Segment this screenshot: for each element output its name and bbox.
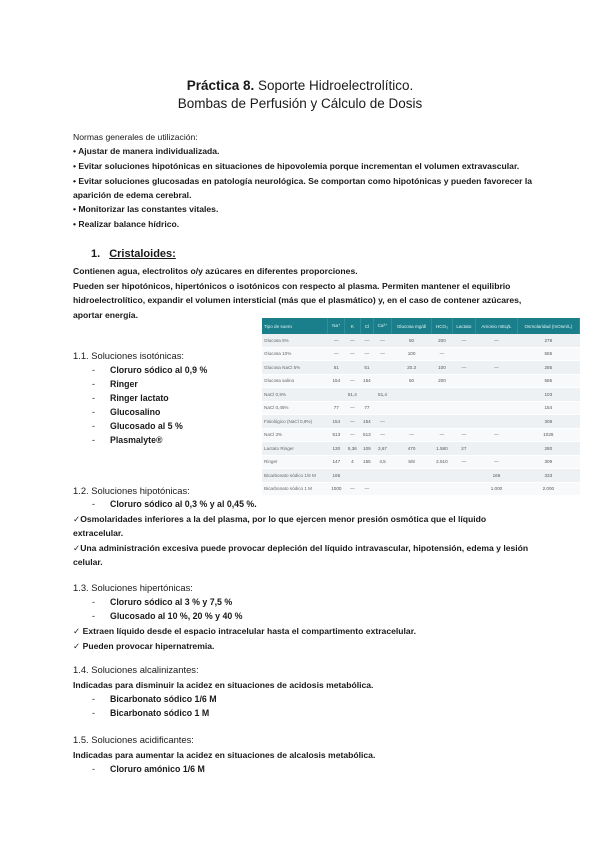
table-cell: — [374,415,392,429]
table-cell [345,361,360,375]
table-cell: — [345,374,360,388]
table-cell: 100 [432,361,452,375]
table-cell: 200 [432,334,452,347]
table-cell [391,388,432,402]
table-cell: NaCl 3% [262,428,328,442]
page-title [0,78,600,93]
table-cell [391,482,432,496]
table-cell: Glucosa 10% [262,347,328,361]
table-cell: 585 [517,374,579,388]
s14-line: Indicadas para disminuir la acidez en situaciones de acidosis metabólica. [73,680,374,690]
section1-line: Contienen agua, electrolitos o/y azúcares en diferentes proporciones. [73,266,358,276]
table-cell [345,469,360,483]
table-cell: 154 [328,415,345,429]
table-cell [432,469,452,483]
list-item-text: Glucosado al 10 %, 20 % y 40 % [110,611,243,621]
table-header: Na⁺ [328,318,345,334]
table-cell [476,442,517,456]
table-cell: 51 [328,361,345,375]
table-cell: NaCl 0,45% [262,401,328,415]
list-item-text: Ringer lactato [110,393,169,403]
table-cell: — [328,334,345,347]
table-header: Ca²⁺ [374,318,392,334]
s13-line: ✓ Extraen líquido desde el espacio intracelular hasta el compartimento extracelular. [73,626,416,636]
table-cell: 154 [517,401,579,415]
table-row [262,482,580,496]
table-cell: 77 [360,401,374,415]
s12-line: ✓Una administración excesiva puede provocar depleción del líquido intravascular, hipotensión, edema y lesión [73,543,529,553]
table-cell [391,469,432,483]
section1-line: hidroelectrolítico, expandir el volumen intersticial (más que el plasmático) y, en el caso de contener azúcares, [73,295,522,305]
table-row [262,334,580,347]
table-cell: Bicarbonato sódico 1 M [262,482,328,496]
table-cell: 51,4 [345,388,360,402]
table-cell: 1000 [328,482,345,496]
table-cell: 513 [328,428,345,442]
table-header: Glucosa mg/dl [391,318,432,334]
table-cell [374,361,392,375]
table-cell: 5/8 [391,455,432,469]
table-cell: Ringer [262,455,328,469]
table-cell: 166 [328,469,345,483]
table-cell: 155 [360,455,374,469]
table-cell [360,388,374,402]
list-item: - Ringer [92,379,138,389]
table-cell: 470 [391,442,432,456]
s14-heading: 1.4. Soluciones alcalinizantes: [73,664,199,675]
table-cell: 154 [328,374,345,388]
section-heading-cristaloides [91,248,176,260]
table-header: Osmolaridad (mOsm/L) [517,318,579,334]
table-cell: 280 [517,442,579,456]
list-item: - Glucosado al 5 % [92,421,183,431]
table-row [262,401,580,415]
section-number: 1. [91,248,101,260]
table-cell [432,482,452,496]
table-cell [476,388,517,402]
table-row [262,347,580,361]
s12-line: celular. [73,557,103,567]
table-cell: 27 [452,442,476,456]
table-cell: — [374,428,392,442]
list-item: - Cloruro sódico al 0,9 % [92,365,208,375]
table-cell: 1026 [517,428,579,442]
table-cell: — [432,347,452,361]
normas-line: • Realizar balance hídrico. [73,219,180,229]
s12-line: ✓Osmolaridades inferiores a la del plasma, por lo que ejercen menor presión osmótica que el líquido [73,514,487,524]
table-cell [360,469,374,483]
list-item: - Bicarbonato sódico 1/6 M [92,694,217,704]
list-item-text: Ringer [110,379,138,389]
table-cell: 77 [328,401,345,415]
table-header: Cl [360,318,374,334]
table-cell: Lactato Ringer [262,442,328,456]
table-cell: 130 [328,442,345,456]
table-cell [476,347,517,361]
list-item-text: Plasmalyte® [110,435,163,445]
sueros-table [262,318,580,496]
title-line1: Soporte Hidroelectrolítico. [254,78,414,93]
table-header-row [262,318,580,334]
table-cell: — [328,347,345,361]
table-cell [432,401,452,415]
s13-heading: 1.3. Soluciones hipertónicas: [73,582,193,593]
table-row [262,442,580,456]
table-cell [374,482,392,496]
table-cell: 308 [517,415,579,429]
table-cell: — [452,361,476,375]
list-item-text: Cloruro amónico 1/6 M [110,764,205,774]
table-cell: 4,5 [374,455,392,469]
table-cell [476,374,517,388]
table-cell [476,415,517,429]
list-item: - Cloruro sódico al 0,3 % y al 0,45 %. [92,499,257,509]
s12-line: extracelular. [73,528,124,538]
list-item: - Glucosalino [92,407,161,417]
table-cell [374,374,392,388]
normas-line: • Evitar soluciones hipotónicas en situaciones de hipovolemia porque incrementan el volumen extravascular. [73,161,520,171]
section1-line: aportar energía. [73,310,138,320]
table-cell: — [452,455,476,469]
table-cell: — [345,347,360,361]
table-cell: 2.000 [517,482,579,496]
table-cell [452,482,476,496]
table-cell [374,401,392,415]
table-row [262,388,580,402]
table-cell: 555 [517,347,579,361]
table-cell: — [360,334,374,347]
table-cell: — [452,334,476,347]
table-cell: 285 [517,361,579,375]
table-cell: — [345,415,360,429]
title-practice-number: Práctica 8. [186,78,255,93]
s11-heading: 1.1. Soluciones isotónicas: [73,350,185,361]
table-cell: — [432,428,452,442]
s15-heading: 1.5. Soluciones acidificantes: [73,734,194,745]
table-cell: Glucosa 5% [262,334,328,347]
table-row [262,455,580,469]
table-cell: — [360,347,374,361]
normas-line: • Evitar soluciones glucosadas en patología neurológica. Se comportan como hipotónicas y pueden favorecer la [73,176,533,186]
table-cell: — [476,334,517,347]
table-cell [328,388,345,402]
table-cell: 278 [517,334,579,347]
list-item-text: Glucosado al 5 % [110,421,183,431]
list-item-text: Cloruro sódico al 3 % y 7,5 % [110,597,233,607]
list-item-text: Cloruro sódico al 0,3 % y al 0,45 %. [110,499,257,509]
table-cell: Glucosa salino [262,374,328,388]
table-cell: 4 [345,455,360,469]
table-cell [452,469,476,483]
table-header: K [345,318,360,334]
table-header: Tipo de suero [262,318,328,334]
table-header: Amonio mEq/L [476,318,517,334]
list-item-text: Glucosalino [110,407,161,417]
table-cell: 20.3 [391,361,432,375]
table-cell: — [374,347,392,361]
table-cell [391,415,432,429]
table-header: Lactato [452,318,476,334]
table-cell [452,388,476,402]
table-header: HCO₃ [432,318,452,334]
table-cell [476,401,517,415]
list-item: - Plasmalyte® [92,435,163,445]
table-cell: 103 [517,388,579,402]
table-cell: — [345,334,360,347]
list-item-text: Bicarbonato sódico 1 M [110,708,210,718]
table-cell: — [360,482,374,496]
list-item: - Bicarbonato sódico 1 M [92,708,210,718]
normas-line: • Monitorizar las constantes vitales. [73,204,219,214]
normas-line: • Ajustar de manera individualizada. [73,146,220,156]
normas-line: aparición de edema cerebral. [73,190,192,200]
table-cell: 100 [391,347,432,361]
table-cell [374,469,392,483]
s12-heading: 1.2. Soluciones hipotónicas: [73,485,190,496]
section1-line: Pueden ser hipotónicos, hipertónicos o isotónicos con respecto al plasma. Permiten mantener el equilibrio [73,281,511,291]
table-cell: 51,4 [374,388,392,402]
s13-line: ✓ Pueden provocar hipernatremia. [73,641,215,651]
s15-line: Indicadas para aumentar la acidez en situaciones de alcalosis metabólica. [73,750,376,760]
section-title: Cristaloides: [109,248,176,260]
table-cell: 309 [517,455,579,469]
page-subtitle: Bombas de Perfusión y Cálculo de Dosis [177,96,423,111]
table-cell: 147 [328,455,345,469]
table-cell: — [391,428,432,442]
table-cell: 1.580 [432,442,452,456]
table-cell: — [476,361,517,375]
table-cell [432,415,452,429]
table-cell [432,388,452,402]
table-cell: — [476,455,517,469]
table-cell: Bicarbonato sódico 1/6 M [262,469,328,483]
table-cell [452,401,476,415]
table-cell: 50 [391,334,432,347]
table-cell: 2.510 [432,455,452,469]
table-cell: 1.000 [476,482,517,496]
table-cell: 5,36 [345,442,360,456]
table-cell: 200 [432,374,452,388]
table-cell: 3,67 [374,442,392,456]
table-row [262,469,580,483]
list-item: - Cloruro sódico al 3 % y 7,5 % [92,597,233,607]
table-cell [452,415,476,429]
list-item: - Glucosado al 10 %, 20 % y 40 % [92,611,243,621]
table-cell: 154 [360,415,374,429]
table-body [262,334,580,496]
list-item: - Cloruro amónico 1/6 M [92,764,205,774]
table-cell: 513 [360,428,374,442]
table-row [262,374,580,388]
table-cell: 50 [391,374,432,388]
list-item-text: Bicarbonato sódico 1/6 M [110,694,217,704]
table-row [262,428,580,442]
table-cell: — [476,428,517,442]
table-cell: Fisiológico (NaCl 0,9%) [262,415,328,429]
table-cell [452,347,476,361]
table-cell: 333 [517,469,579,483]
table-cell: — [345,401,360,415]
table-cell [391,401,432,415]
table-cell: — [345,428,360,442]
normas-heading: Normas generales de utilización: [73,132,198,142]
list-item-text: Cloruro sódico al 0,9 % [110,365,208,375]
table-cell [452,374,476,388]
table-row [262,415,580,429]
table-cell: — [452,428,476,442]
table-cell: — [345,482,360,496]
list-item: - Ringer lactato [92,393,169,403]
table-cell: NaCl 0,9% [262,388,328,402]
table-cell: — [374,334,392,347]
table-cell: 166 [476,469,517,483]
table-cell: 51 [360,361,374,375]
table-cell: 109 [360,442,374,456]
table-cell: Glucosa NaCl 5% [262,361,328,375]
table-row [262,361,580,375]
table-cell: 154 [360,374,374,388]
